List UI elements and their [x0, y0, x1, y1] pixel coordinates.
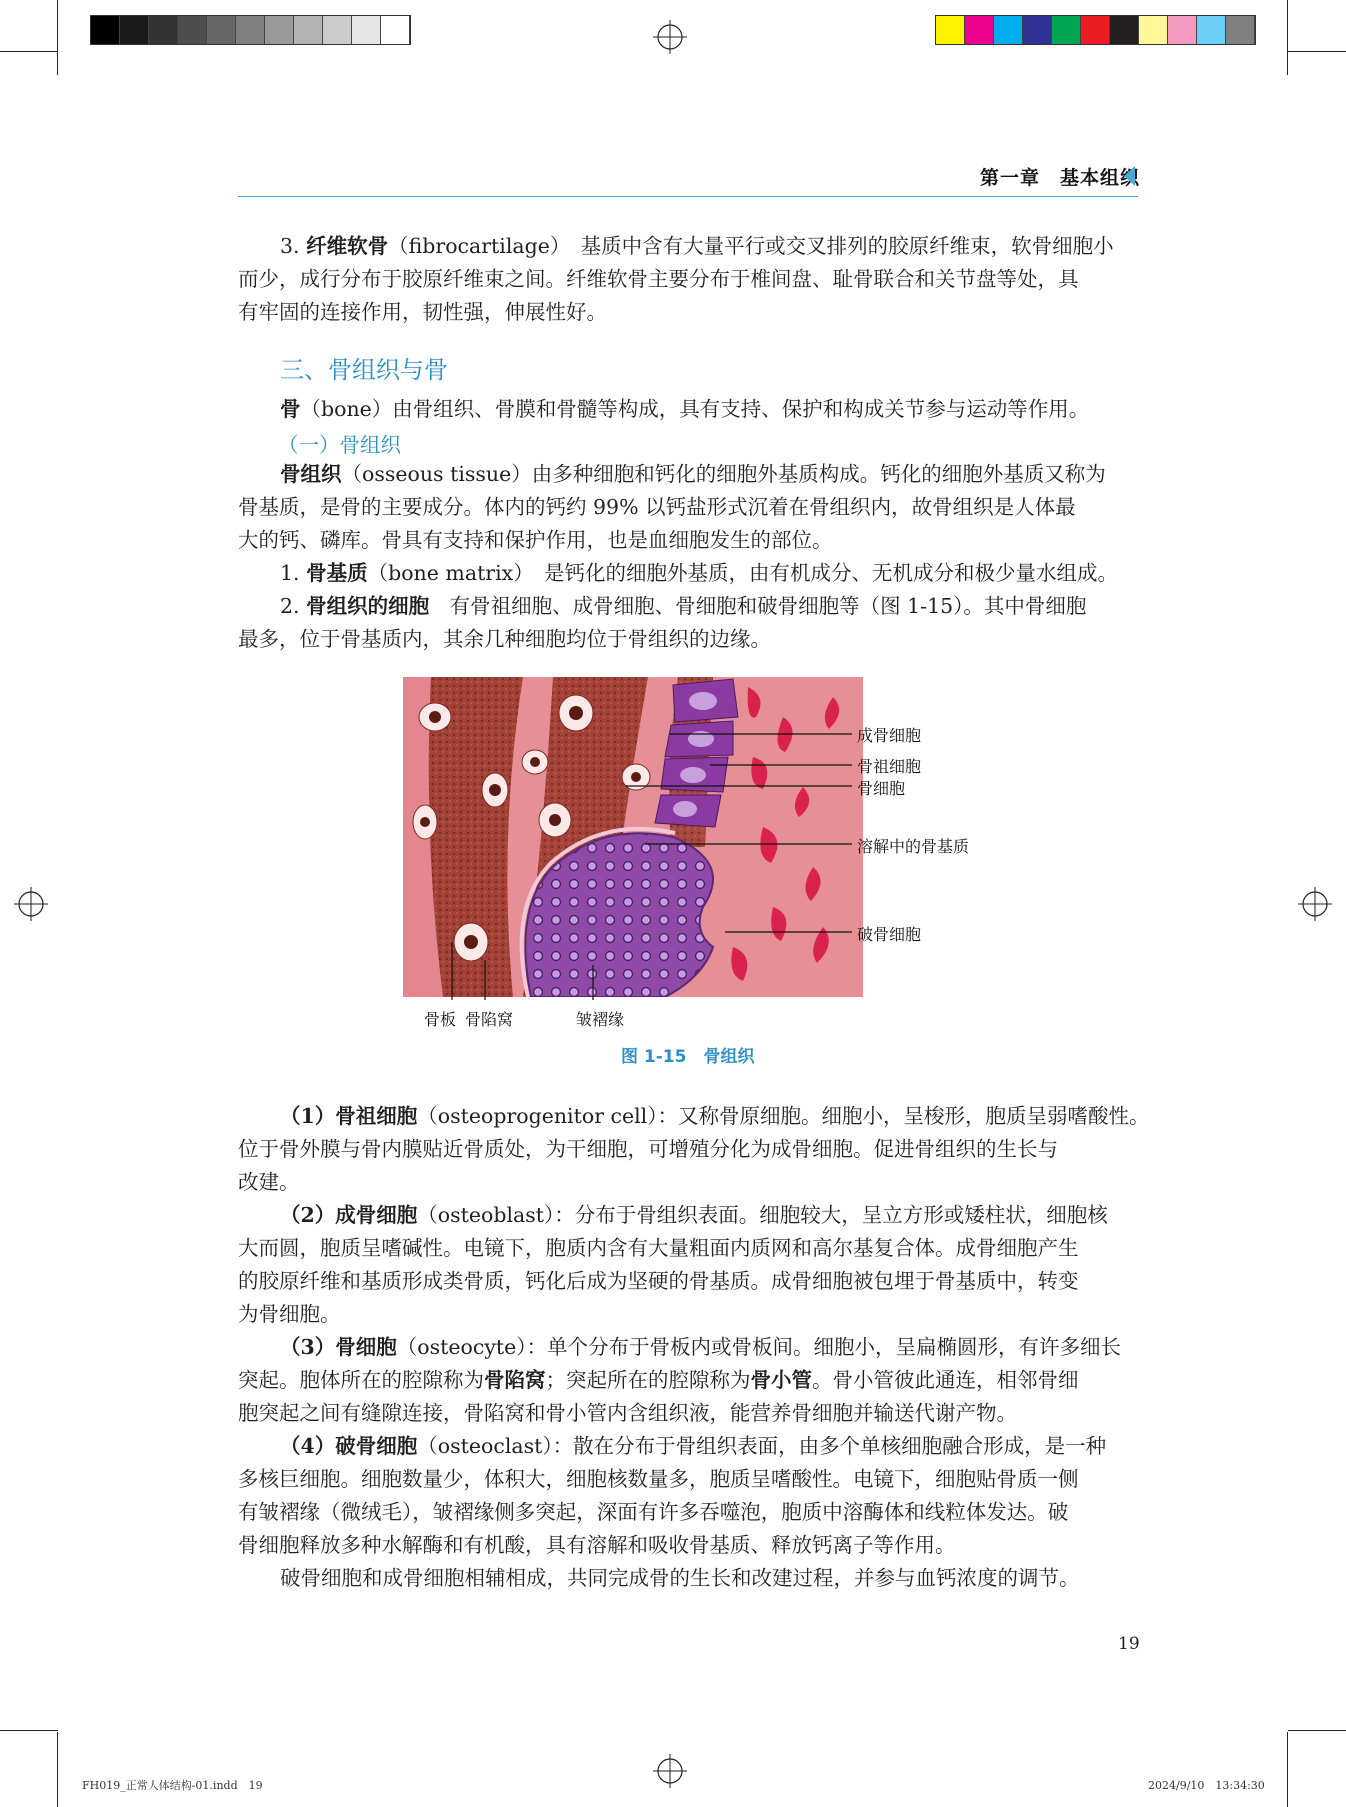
figure-caption: 图 1-15 骨组织 [621, 1047, 755, 1067]
slug-timestamp: 2024/9/10 13:34:30 [1148, 1779, 1265, 1792]
label-osteoprogenitor: 骨祖细胞 [857, 757, 922, 776]
label-ruffled-border: 皱褶缘 [576, 1010, 625, 1029]
gray-swatch [236, 16, 265, 44]
gray-swatch [381, 16, 410, 44]
gray-swatch [178, 16, 207, 44]
color-swatch [936, 16, 965, 44]
gray-swatch [323, 16, 352, 44]
section-heading: 三、骨组织与骨 [280, 356, 448, 384]
osteoblast-paragraph: （2）成骨细胞（osteoblast）：分布于骨组织表面。细胞较大，呈立方形或矮柱状，细胞核 大而圆，胞质呈嗜碱性。电镜下，胞质内含有大量粗面内质网和高尔基复合体。成骨细胞产生 的胶原纤维和基质形成类骨质，钙化后成为坚硬的骨基质。成骨细胞被包埋于骨基质中，转变 为骨细胞。 [238, 1203, 1108, 1326]
chapter-title: 第一章 基本组织 [979, 167, 1140, 189]
figure-bottom-leaders [430, 940, 630, 1010]
color-swatch [1139, 16, 1168, 44]
gray-swatch [207, 16, 236, 44]
gray-swatch [120, 16, 149, 44]
registration-mark-top [653, 20, 687, 54]
label-resorbing-matrix: 溶解中的骨基质 [857, 837, 970, 856]
fibrocartilage-paragraph: 3. 纤维软骨（fibrocartilage） 基质中含有大量平行或交叉排列的胶原纤维束，软骨细胞小 而少，成行分布于胶原纤维束之间。纤维软骨主要分布于椎间盘、耻骨联合和关节盘等处，具 有牢固的连接作用，韧性强，伸展性好。 [238, 234, 1114, 324]
color-swatch [1110, 16, 1139, 44]
header-rule [238, 196, 1138, 197]
color-swatch [965, 16, 994, 44]
bone-paragraph: 骨（bone）由骨组织、骨膜和骨髓等构成，具有支持、保护和构成关节参与运动等作用。 [280, 397, 1090, 421]
registration-mark-left [14, 887, 48, 921]
osseous-tissue-paragraph: 骨组织（osseous tissue）由多种细胞和钙化的细胞外基质构成。钙化的细胞外基质又称为 骨基质，是骨的主要成分。体内的钙约 99% 以钙盐形式沉着在骨组织内，故骨组织是人体最 大的钙、磷库。骨具有支持和保护作用，也是血细胞发生的部位。 [238, 462, 1106, 552]
label-lacuna: 骨陷窝 [465, 1010, 514, 1029]
gray-swatch [265, 16, 294, 44]
osteoprogenitor-paragraph: （1）骨祖细胞（osteoprogenitor cell）：又称骨原细胞。细胞小，呈梭形，胞质呈弱嗜酸性。 位于骨外膜与骨内膜贴近骨质处，为干细胞，可增殖分化为成骨细胞。促进骨组织的生长与 改建。 [238, 1104, 1150, 1194]
osteoclast-paragraph: （4）破骨细胞（osteoclast）：散在分布于骨组织表面，由多个单核细胞融合形成，是一种 多核巨细胞。细胞数量少，体积大，细胞核数量多，胞质呈嗜酸性。电镜下，细胞贴骨质一侧 有皱褶缘（微绒毛），皱褶缘侧多突起，深面有许多吞噬泡，胞质中溶酶体和线粒体发达。破 骨细胞释放多种水解酶和有机酸，具有溶解和吸收骨基质、释放钙离子等作用。 [238, 1434, 1107, 1557]
gray-swatch [352, 16, 381, 44]
label-osteoblast: 成骨细胞 [857, 726, 922, 745]
label-osteoclast: 破骨细胞 [857, 925, 922, 944]
closing-paragraph: 破骨细胞和成骨细胞相辅相成，共同完成骨的生长和改建过程，并参与血钙浓度的调节。 [280, 1566, 1080, 1590]
gray-calibration-bar [90, 15, 411, 45]
color-calibration-bar [935, 15, 1256, 45]
gray-swatch [294, 16, 323, 44]
color-swatch [1197, 16, 1226, 44]
gray-swatch [149, 16, 178, 44]
color-swatch [1023, 16, 1052, 44]
label-lamella: 骨板 [424, 1010, 457, 1029]
figure-leader-lines [560, 720, 860, 940]
page-number: 19 [1118, 1634, 1140, 1654]
color-swatch [1226, 16, 1255, 44]
slug-file-info: FH019_正常人体结构-01.indd 19 [82, 1779, 263, 1792]
color-swatch [994, 16, 1023, 44]
chapter-marker-icon [1124, 166, 1135, 186]
label-osteocyte: 骨细胞 [857, 779, 906, 798]
gray-swatch [91, 16, 120, 44]
color-swatch [1052, 16, 1081, 44]
color-swatch [1081, 16, 1110, 44]
osteocyte-paragraph: （3）骨细胞（osteocyte）：单个分布于骨板内或骨板间。细胞小，呈扁椭圆形，有许多细长 突起。胞体所在的腔隙称为骨陷窝；突起所在的腔隙称为骨小管。骨小管彼此通连，相邻骨细 胞突起之间有缝隙连接，骨陷窝和骨小管内含组织液，能营养骨细胞并输送代谢产物。 [238, 1335, 1122, 1425]
bone-matrix-paragraph: 1. 骨基质（bone matrix） 是钙化的细胞外基质，由有机成分、无机成分和极少量水组成。 [280, 561, 1118, 585]
bone-cells-paragraph: 2. 骨组织的细胞 有骨祖细胞、成骨细胞、骨细胞和破骨细胞等（图 1-15）。其中骨细胞 最多，位于骨基质内，其余几种细胞均位于骨组织的边缘。 [238, 594, 1087, 651]
registration-mark-right [1298, 887, 1332, 921]
registration-mark-bottom [653, 1754, 687, 1788]
color-swatch [1168, 16, 1197, 44]
subsection-heading: （一）骨组织 [278, 433, 401, 457]
